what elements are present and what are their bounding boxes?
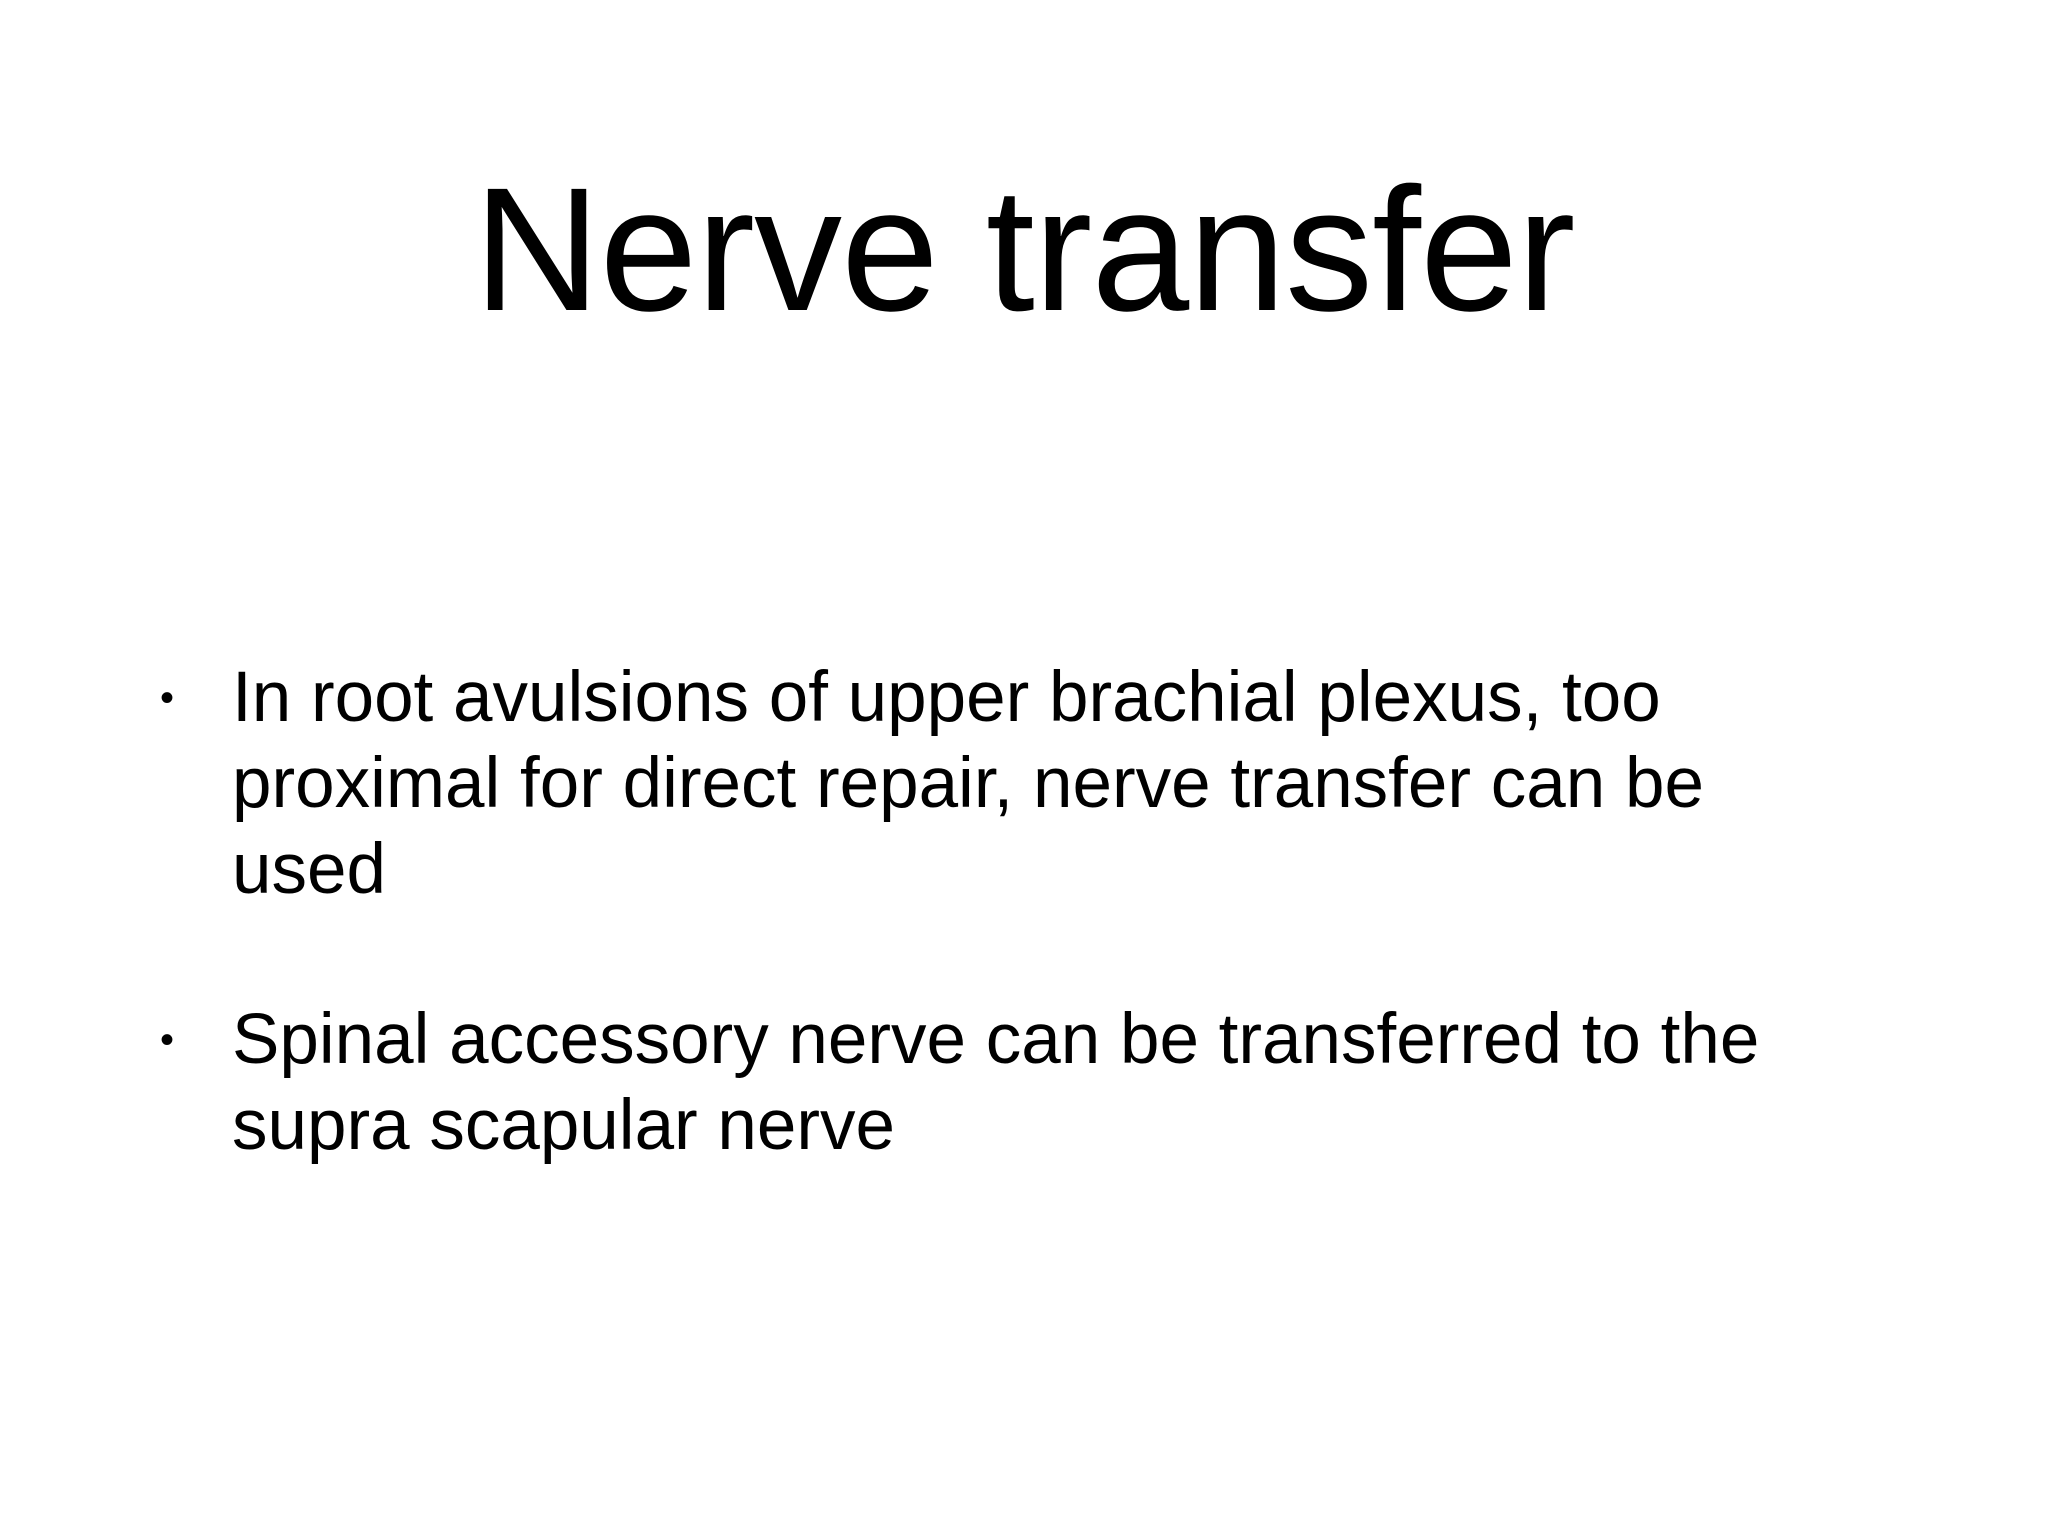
bullet-text: In root avulsions of upper brachial plexus, too proximal for direct repair, nerve transfer can be used — [232, 658, 1704, 909]
bullet-list — [150, 655, 1850, 1169]
bullet-marker: • — [160, 676, 175, 720]
bullet-marker: • — [160, 1018, 175, 1062]
bullet-text: Spinal accessory nerve can be transferred to the supra scapular nerve — [232, 1000, 1760, 1165]
bullet-item — [150, 997, 1850, 1169]
bullet-item — [150, 655, 1850, 913]
slide-title: Nerve transfer — [473, 152, 1575, 348]
